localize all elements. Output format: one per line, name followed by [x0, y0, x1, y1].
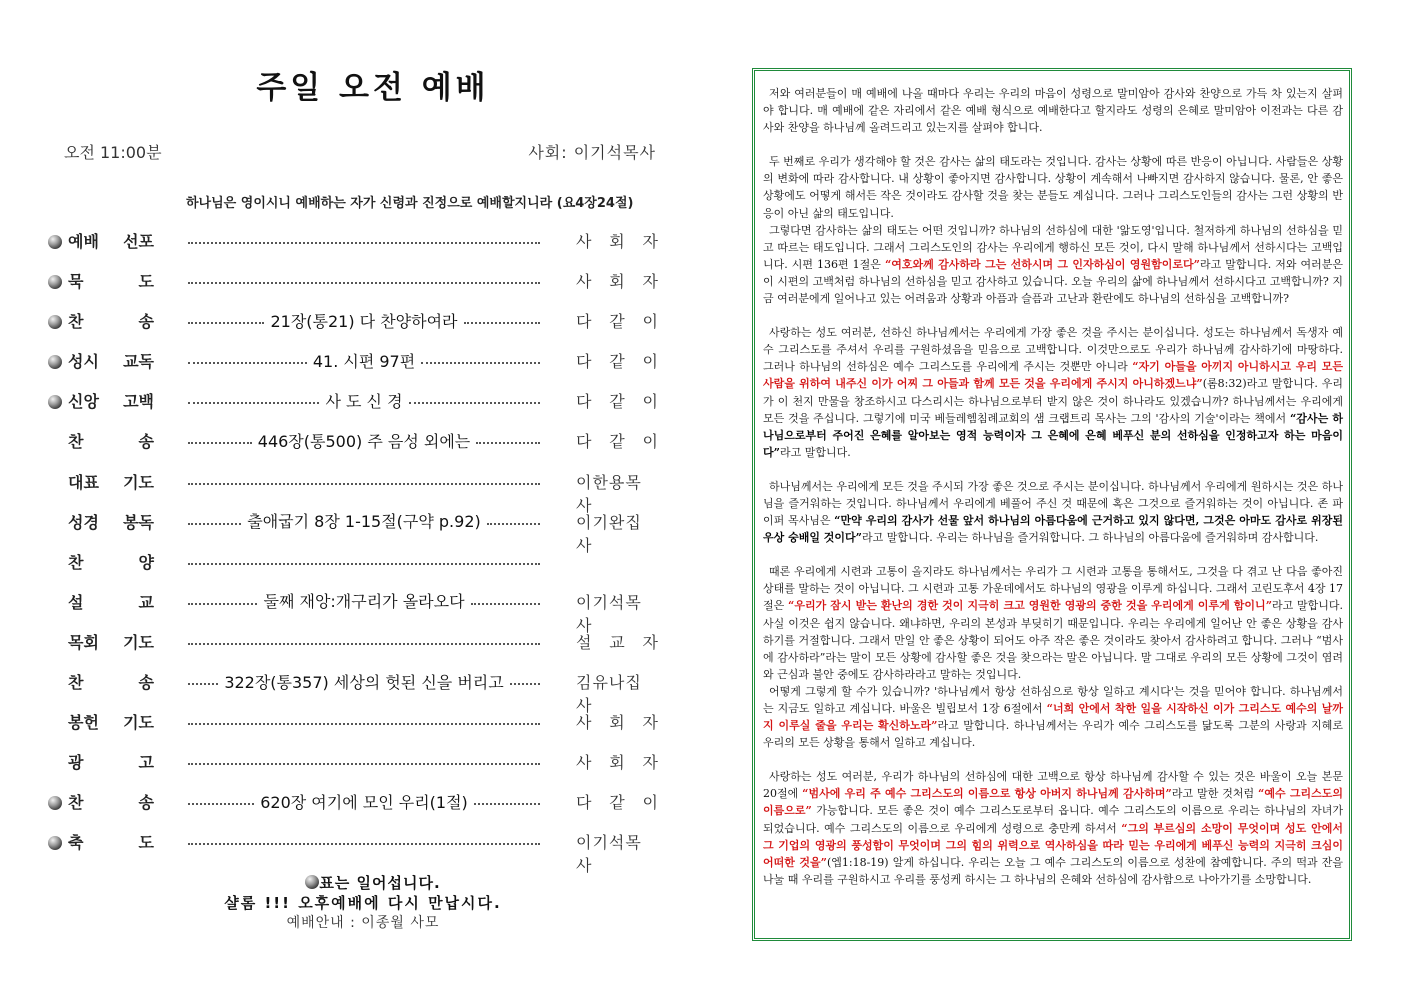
- sermon-quote: “그의 부르심의 소망이 무엇이며 성도 안에서 그 기업의 영광의 풍성함이 무엇이며 그의 힘의 위력으로 역사하심을 따라 믿는 우리에게 베푸신 능력의 지극히 크심이 어떠한 것을”: [763, 821, 1343, 869]
- order-item-detail-text: 446장(통500) 주 음성 외에는: [257, 431, 471, 451]
- order-item-leader-char: 같: [609, 352, 625, 372]
- dot-leader: [188, 523, 241, 525]
- order-item-leader-char: 자: [642, 632, 658, 652]
- bullet-icon: [305, 875, 319, 889]
- sermon-text: 라고 말합니다. 저와 여러분은 이 시편의 고백처럼 하나님의 선하심을 믿고 감사하고 있습니다. 오늘 우리의 삶에 하나님께서 선하시다고 고백합니까? 지금 여러분에게 일어나고 있는 어려움과 상황과 아픔과 슬픔과 고난과 환란에도 하나님의 선하심을 고백합니까?: [763, 257, 1344, 306]
- order-row: [46, 667, 666, 716]
- order-item-detail: [188, 309, 540, 331]
- order-item-name-b: 교: [138, 592, 154, 612]
- order-item-leader-char: 사: [576, 232, 592, 251]
- order-row: [46, 547, 666, 587]
- order-item-name-b: 도: [138, 833, 154, 853]
- order-row: [46, 507, 666, 555]
- order-item-leader: [576, 429, 658, 452]
- sermon-text: 라고 말합니다. 우리는 하나님을 즐거워합니다. 그 하나님의 아름다움에 즐거워하며 감사합니다.: [862, 531, 1319, 545]
- service-time: 오전 11:00분: [64, 143, 162, 162]
- order-item-detail: [188, 389, 540, 411]
- sermon-text: 어떻게 그렇게 할 수가 있습니까? '하나님께서 항상 선하심으로 항상 일하고 계시다'는 것을 믿어야 합니다. 하나님께서는 지금도 일하고 계십니다. 바울은 빌립보서 1장 6절에서: [763, 684, 1343, 715]
- sermon-text: 두 번째로 우리가 생각해야 할 것은 감사는 삶의 태도라는 것입니다. 감사는 상황에 따른 반응이 아닙니다. 사람들은 상황의 변화에 따라 감사합니다. 내 상황이 좋아지면 감사합니다. 상황이 계속해서 나빠지면 감사하지 않습니다. 물론, 안 좋은 상황에도 어떻게 해서든 작은 것이라도 감사할 것을 찾는 분들도 계십니다. 그러나 그리스도인들의 감사는 그런 상황의 반응이 아닌 삶의 태도입니다.: [763, 155, 1343, 220]
- dot-leader: [487, 523, 540, 525]
- order-item-name-a: 대표: [68, 472, 99, 492]
- order-item-leader-char: 자: [642, 232, 658, 251]
- order-item-name-a: 찬: [68, 312, 84, 332]
- sermon-text: 그렇다면 감사하는 삶의 태도는 어떤 것입니까? 하나님의 선하심에 대한 '앎도영'입니다. 철저하게 하나님의 선하심을 믿고 따르는 태도입니다. 그래서 그리스도인의 감사는 우리에게 행하신 모든 것이, 다시 말해 하나님께서 선하시다는 고백입니다. 시편 136편 1절은: [763, 223, 1343, 271]
- dot-leader: [188, 362, 307, 364]
- order-item-leader-char: 회: [609, 232, 625, 251]
- order-item-leader-char: 다: [576, 793, 592, 813]
- order-item-leader-char: 다: [576, 432, 592, 452]
- order-item-name-a: 신앙: [68, 392, 99, 412]
- standing-bullet-icon: [48, 275, 62, 289]
- order-item-detail: [188, 229, 540, 251]
- order-row: [46, 426, 666, 466]
- order-row: [46, 707, 666, 747]
- order-item-detail: [188, 670, 540, 692]
- stand-note: [0, 872, 746, 893]
- dot-leader: [188, 563, 540, 565]
- dot-leader: [188, 683, 218, 685]
- order-item-leader-char: 회: [609, 713, 625, 733]
- sermon-text: 사랑하는 성도 여러분, 우리가 하나님의 선하심에 대한 고백으로 항상 하나님께 감사할 수 있는 것은 바울이 오늘 본문 20절에: [763, 770, 1343, 801]
- service-title: 주일 오전 예배: [256, 70, 490, 106]
- sermon-quote: “만약 우리의 감사가 선물 앞서 하나님의 아름다움에 근거하고 있지 않다면, 그것은 아마도 감사로 위장된 우상 숭배일 것이다”: [763, 514, 1343, 545]
- sermon-quote: “범사에 우리 주 예수 그리스도의 이름으로 항상 아버지 하나님께 감사하며”: [802, 787, 1172, 801]
- order-item-detail: [188, 710, 540, 732]
- order-item-leader-char: 다: [576, 352, 592, 372]
- order-item-name-b: 기도: [123, 713, 154, 733]
- order-item-detail: [188, 510, 540, 532]
- order-item-detail-text: 41. 시편 97편: [312, 351, 416, 371]
- order-item-name-b: 송: [138, 432, 154, 452]
- order-item-leader: [576, 790, 658, 813]
- sermon-paragraph: [763, 478, 1343, 546]
- order-item-name-b: 선포: [123, 232, 154, 251]
- order-item-leader: 이기완집사: [576, 512, 642, 555]
- order-item-leader-char: 이: [642, 793, 658, 813]
- dot-leader: [409, 402, 540, 404]
- order-item-detail: [188, 429, 540, 451]
- order-item-leader-char: 설: [576, 632, 592, 652]
- order-row: [46, 306, 666, 346]
- order-item-name-a: 성시: [68, 352, 99, 372]
- dot-leader: [474, 803, 540, 805]
- order-item-leader-char: 이: [642, 352, 658, 372]
- order-row: [46, 266, 666, 306]
- order-item-leader: [576, 309, 658, 332]
- order-item-name-a: 예배: [68, 232, 99, 251]
- scripture-verse: 하나님은 영이시니 예배하는 자가 신령과 진정으로 예배할지니라 (요4장24절): [186, 196, 634, 211]
- order-row: [46, 787, 666, 827]
- order-item-name-a: 찬: [68, 673, 84, 693]
- sermon-text: 때론 우리에게 시련과 고통이 올지라도 하나님께서는 우리가 그 시련과 고통을 통해서도, 그것을 다 겪고 난 다음 좋아진 상태를 말하는 것이 아닙니다. 그 시련과 고통 가운데에서도 하나님의 영광을 이루게 하십니다. 그래서 고린도후서 4장 17절은: [763, 565, 1343, 613]
- order-item-name-b: 고백: [123, 392, 154, 412]
- order-item-leader: [576, 229, 658, 252]
- sermon-text: 가능합니다. 모든 좋은 것이 예수 그리스도로부터 옵니다. 예수 그리스도의 이름으로 우리는 하나님의 자녀가 되었습니다. 예수 그리스도의 이름으로 우리에게 성령으로 충만케 하셔서: [763, 804, 1343, 835]
- order-item-name-a: 설: [68, 592, 84, 612]
- standing-bullet-icon: [48, 836, 62, 850]
- order-item-detail-text: 둘째 재앙:개구리가 올라오다: [263, 592, 465, 612]
- order-item-name-a: 광: [68, 753, 84, 773]
- sermon-text: 사랑하는 성도 여러분, 선하신 하나님께서는 우리에게 가장 좋은 것을 주시는 분이십니다. 성도는 하나님께서 독생자 예수 그리스도를 주셔서 우리를 구원하셨음을 믿음으로 고백합니다. 이것만으로도 우리가 하나님께 감사하기에 마땅하다. 그러나 하나님의 선하심은 예수 그리스도를 우리에게 주시는 것뿐만 아니라: [763, 326, 1343, 374]
- dot-leader: [188, 643, 540, 645]
- order-item-detail: [188, 630, 540, 652]
- order-item-leader-char: 이: [642, 312, 658, 332]
- sermon-paragraph: [763, 768, 1343, 888]
- dot-leader: [510, 683, 540, 685]
- order-item-leader-char: 같: [609, 793, 625, 813]
- order-row: [46, 627, 666, 667]
- order-item-leader-char: 회: [609, 753, 625, 773]
- order-row: [46, 386, 666, 426]
- order-item-leader: [576, 349, 658, 372]
- order-item-name-a: 묵: [68, 272, 84, 292]
- sermon-text: 라고 말합니다.: [779, 445, 851, 459]
- sermon-text: (엡1:18-19) 알게 하십니다. 우리는 오늘 그 예수 그리스도의 이름으로 성찬에 참예합니다. 주의 떡과 잔을 나눌 때 우리를 구원하시고 우리를 풍성케 하시는 그 하나님의 은혜와 선하심에 감사함으로 나아가기를 소망합니다.: [763, 855, 1343, 886]
- sermon-paragraph: [763, 153, 1343, 221]
- guide-note: 예배안내 : 이종월 사모: [286, 915, 440, 931]
- order-item-detail: [188, 830, 540, 852]
- sermon-text: 라고 말합니다. 사실 이것은 쉽지 않습니다. 왜냐하면, 우리의 본성과 부딪히기 때문입니다. 우리는 우리에게 일어난 안 좋은 상황을 감사하기를 거절합니다. 그래서 만일 안 좋은 상황이 되어도 아주 작은 좋은 것이라도 찾아서 감사하려고 합니다. 그러나 “범사에 감사하라”라는 말이 모든 상황에 감사할 좋은 것을 찾으라는 말은 아닙니다. 말 그대로 우리의 모든 상황에 그것이 염려와 근심과 불안 중에도 감사하라라고 말하는 것입니다.: [763, 599, 1344, 681]
- order-row: [46, 747, 666, 787]
- sermon-paragraph: [763, 563, 1343, 683]
- dot-leader: [188, 603, 257, 605]
- order-item-name-a: 찬: [68, 793, 84, 813]
- order-item-detail: [188, 470, 540, 492]
- dot-leader: [188, 242, 540, 244]
- order-item-leader: 김유나집사: [576, 673, 642, 716]
- order-item-leader: [576, 389, 658, 412]
- order-row: [46, 587, 666, 635]
- order-item-name-a: 찬: [68, 552, 84, 572]
- order-item-leader-char: 같: [609, 392, 625, 412]
- dot-leader: [188, 442, 252, 444]
- order-item-leader: [576, 750, 658, 773]
- order-item-name-b: 양: [138, 552, 154, 572]
- order-row: [46, 226, 666, 266]
- order-item-detail: [188, 790, 540, 812]
- sermon-paragraph: [763, 222, 1343, 307]
- order-row: [46, 827, 666, 876]
- order-item-leader-char: 같: [609, 432, 625, 452]
- order-item-name-a: 찬: [68, 432, 84, 452]
- order-item-leader: [576, 630, 658, 653]
- order-item-name-b: 송: [138, 673, 154, 693]
- order-item-detail-text: 322장(통357) 세상의 헛된 신을 버리고: [224, 672, 504, 692]
- sermon-quote: “너희 안에서 착한 일을 시작하신 이가 그리스도 예수의 날까지 이루실 줄을 우리는 확신하노라”: [763, 702, 1343, 733]
- order-row: [46, 346, 666, 386]
- dot-leader: [188, 763, 540, 765]
- order-item-detail: [188, 349, 540, 371]
- standing-bullet-icon: [48, 796, 62, 810]
- sermon-text: 저와 여러분들이 매 예배에 나올 때마다 우리는 우리의 마음이 성령으로 말미암아 감사와 찬양으로 가득 차 있는지 살펴야 합니다. 매 예배에 같은 자리에서 같은 예배 형식으로 예배한다고 할지라도 성령의 은혜로 말미암아 이전과는 다른 감사와 찬양을 하나님께 올려드리고 있는지를 살펴야 합니다.: [763, 87, 1343, 135]
- order-item-name-b: 송: [138, 312, 154, 332]
- order-item-name-a: 성경: [68, 512, 99, 532]
- order-item-leader: [576, 710, 658, 733]
- dot-leader: [464, 322, 540, 324]
- sermon-quote: “우리가 잠시 받는 환난의 경한 것이 지극히 크고 영원한 영광의 중한 것을 우리에게 이루게 함이니”: [788, 599, 1273, 613]
- order-item-detail-text: 출애굽기 8장 1-15절(구약 p.92): [247, 512, 481, 532]
- stand-note-text: 표는 일어섭니다.: [319, 874, 441, 892]
- order-of-worship: [46, 226, 666, 876]
- order-item-name-a: 목회: [68, 632, 99, 652]
- order-item-detail: [188, 750, 540, 772]
- standing-bullet-icon: [48, 395, 62, 409]
- order-item-name-b: 기도: [123, 632, 154, 652]
- dot-leader: [188, 402, 319, 404]
- order-item-leader-char: 이: [642, 392, 658, 412]
- order-item-detail: [188, 550, 540, 572]
- dot-leader: [188, 803, 254, 805]
- order-item-leader-char: 다: [576, 312, 592, 332]
- dot-leader: [188, 322, 264, 324]
- service-host: 사회: 이기석목사: [528, 143, 656, 162]
- order-item-leader-char: 자: [642, 713, 658, 733]
- order-item-name-b: 송: [138, 793, 154, 813]
- dot-leader: [188, 843, 540, 845]
- order-item-leader-char: 같: [609, 312, 625, 332]
- evening-note: 샬롬 !!! 오후예배에 다시 만납시다.: [224, 894, 502, 912]
- order-item-leader-char: 사: [576, 753, 592, 773]
- sermon-text: (롬8:32)라고 말합니다. 우리가 이 천지 만물을 창조하시고 다스리시는 하나님으로부터 받지 않은 것이 하나라도 있겠습니까? 하나님께서는 우리에게 모든 것을 주십니다. 그렇기에 미국 베들레헴침례교회의 샘 크랩트리 목사는 그의 '감사의 기술'이라는 책에서: [763, 377, 1343, 425]
- order-item-detail: [188, 269, 540, 291]
- order-item-leader: [576, 269, 658, 292]
- order-item-leader-char: 자: [642, 753, 658, 773]
- sermon-text: 라고 말한 것처럼: [1171, 787, 1259, 801]
- dot-leader: [421, 362, 540, 364]
- order-item-detail-text: 21장(통21) 다 찬양하여라: [270, 311, 458, 331]
- order-row: [46, 467, 666, 515]
- order-item-leader-char: 사: [576, 272, 592, 292]
- standing-bullet-icon: [48, 315, 62, 329]
- order-item-name-a: 봉헌: [68, 713, 99, 733]
- order-item-leader: 이한용목사: [576, 472, 642, 515]
- order-item-leader: 이기석목사: [576, 833, 642, 876]
- sermon-text: 하나님께서는 우리에게 모든 것을 주시되 가장 좋은 것으로 주시는 분이십니다. 하나님께서 우리에게 원하시는 것은 하나님을 즐거워하는 것입니다. 하나님께서 우리에게 베풀어 주신 것 때문에 혹은 그것으로 즐거워하는 것이 아닙니다. 존 파이퍼 목사님은: [763, 479, 1343, 528]
- order-item-name-b: 도: [138, 272, 154, 292]
- order-item-name-b: 봉독: [123, 512, 154, 532]
- sermon-quote: “자기 아들을 아끼지 아니하시고 우리 모든 사람을 위하여 내주신 이가 어찌 그 아들과 함께 모든 것을 우리에게 주시지 아니하겠느냐”: [763, 360, 1343, 391]
- sermon-quote: “예수 그리스도의 이름으로”: [763, 787, 1343, 818]
- order-item-leader-char: 교: [609, 632, 625, 652]
- order-item-leader-char: 이: [642, 432, 658, 452]
- dot-leader: [476, 442, 540, 444]
- bulletin-left-page: [0, 0, 700, 992]
- order-item-name-b: 고: [138, 753, 154, 773]
- order-item-detail-text: 620장 여기에 모인 우리(1절): [260, 792, 468, 812]
- order-item-name-a: 축: [68, 833, 84, 853]
- sermon-quote: “감사는 하나님으로부터 주어진 은혜를 알아보는 영적 능력이자 그 은혜에 은혜 베푸신 분의 선하심을 인정하고자 하는 마음이다”: [763, 411, 1343, 459]
- order-item-leader-char: 회: [609, 272, 625, 292]
- dot-leader: [471, 603, 540, 605]
- sermon-text: 라고 말합니다. 하나님께서는 우리가 예수 그리스도를 닮도록 그분의 사랑과 지혜로 우리의 모든 상황을 통해서 일하고 계십니다.: [763, 719, 1343, 750]
- sermon-quote: “여호와께 감사하라 그는 선하시며 그 인자하심이 영원함이로다”: [884, 257, 1200, 271]
- order-item-name-b: 교독: [123, 352, 154, 372]
- order-item-leader: 이기석목사: [576, 592, 642, 635]
- dot-leader: [188, 483, 540, 485]
- order-item-leader-char: 다: [576, 392, 592, 412]
- sermon-panel: [752, 68, 1352, 941]
- dot-leader: [188, 723, 540, 725]
- order-item-leader-char: 사: [576, 713, 592, 733]
- sermon-paragraph: [763, 683, 1343, 751]
- sermon-paragraph: [763, 85, 1343, 136]
- sermon-paragraph: [763, 324, 1343, 461]
- order-item-name-b: 기도: [123, 472, 154, 492]
- order-item-detail: [188, 590, 540, 612]
- standing-bullet-icon: [48, 235, 62, 249]
- order-item-detail-text: 사 도 신 경: [325, 391, 403, 411]
- dot-leader: [188, 282, 540, 284]
- standing-bullet-icon: [48, 355, 62, 369]
- order-item-leader-char: 자: [642, 272, 658, 292]
